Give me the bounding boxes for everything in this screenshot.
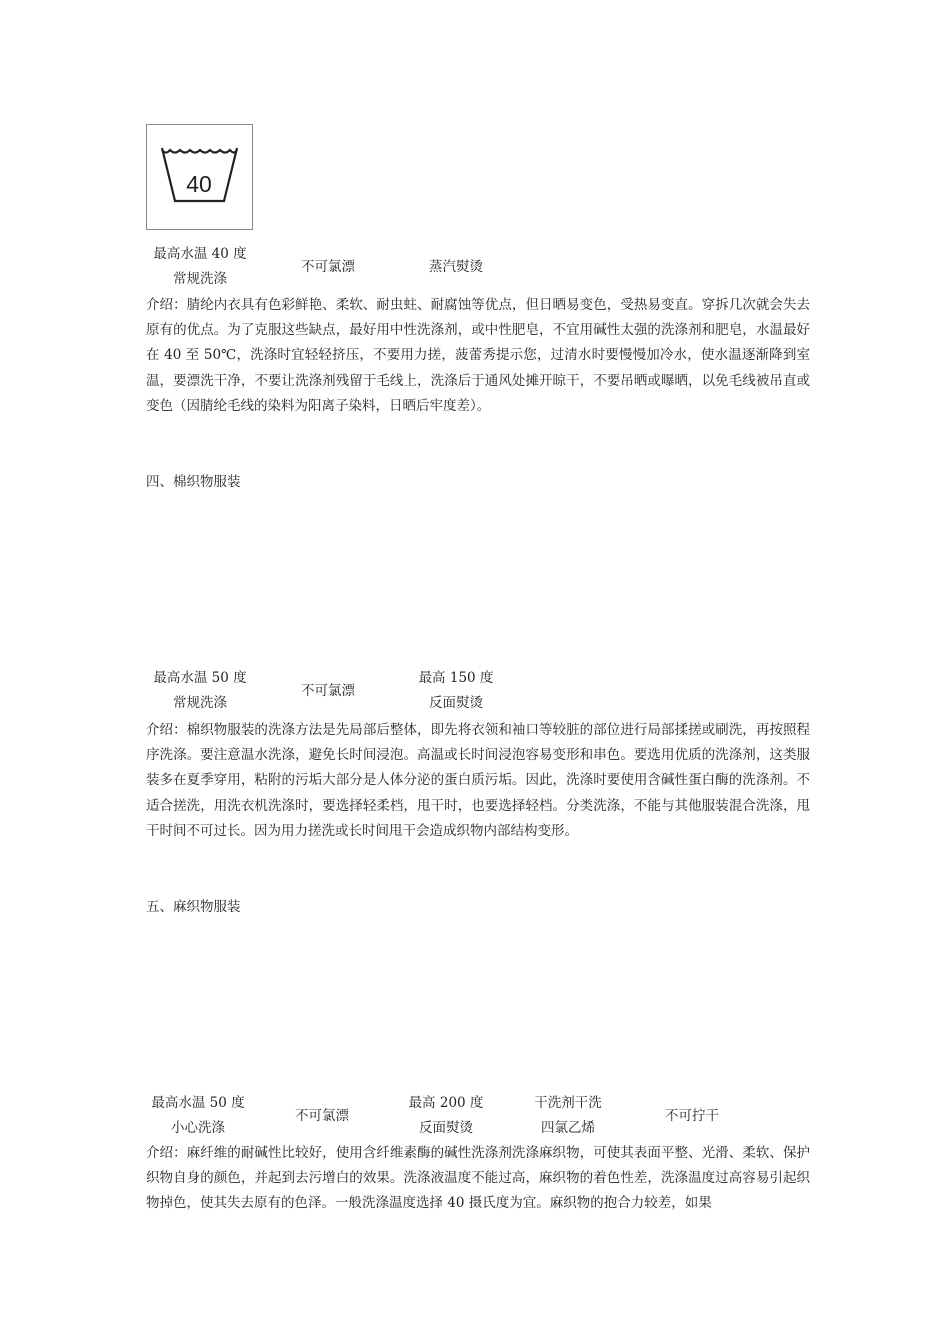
symbol-label-no-bleach: 不可氯漂 [295,1108,349,1124]
section5-heading: 五、麻织物服装 [146,899,241,915]
symbol-label-wash: 最高水温 50 度 常规洗涤 [153,670,247,711]
section4-intro: 介绍：棉织物服装的洗涤方法是先局部后整体，即先将衣领和袖口等较脏的部位进行局部揉搓或刷洗，再按照程序洗涤。要注意温水洗涤，避免长时间浸泡。高温或长时间浸泡容易变形和串色。要选用优质的洗涤剂，这类服装多在夏季穿用，粘附的污垢大部分是人体分泌的蛋白质污垢。因此，洗涤时要使用含碱性蛋白酶的洗涤剂。不适合搓洗，用洗衣机洗涤时，要选择轻柔档，甩干时，也要选择轻档。分类洗涤，不能与其他服装混合洗涤，甩干时间不可过长。因为用力搓洗或长时间甩干会造成织物内部结构变形。 [146,722,810,839]
symbol-label-wash: 最高水温 40 度 常规洗涤 [153,246,247,287]
section4-heading: 四、棉织物服装 [146,474,241,490]
symbol-label-iron: 最高 200 度 反面熨烫 [408,1095,484,1136]
wash-40-icon [146,124,253,230]
section3-intro: 介绍：腈纶内衣具有色彩鲜艳、柔软、耐虫蛀、耐腐蚀等优点，但日晒易变色，受热易变直。穿拆几次就会失去原有的优点。为了克服这些缺点，最好用中性洗涤剂，或中性肥皂，不宜用碱性太强的洗涤剂和肥皂，水温最好在 40 至 50℃，洗涤时宜轻轻挤压，不要用力搓，菠蕾秀提示您，过清水时要慢慢加冷水，使水温逐渐降到室温，要漂洗干净，不要让洗涤剂残留于毛线上，洗涤后于通风处摊开晾干，不要吊晒或曝晒，以免毛线被吊直或变色（因腈纶毛线的染料为阳离子染料，日晒后牢度差）。 [146,297,810,414]
symbol-label-wash: 最高水温 50 度 小心洗涤 [151,1095,245,1136]
symbol-label-no-wring: 不可拧干 [665,1108,719,1124]
symbol-label-no-bleach: 不可氯漂 [301,683,355,699]
wash-temp-number: 40 [186,171,212,197]
symbol-label-dry-clean: 干洗剂干洗 四氯乙烯 [534,1095,602,1136]
symbol-label-steam-iron: 蒸汽熨烫 [429,259,483,275]
symbol-label-iron: 最高 150 度 反面熨烫 [418,670,494,711]
section5-intro: 介绍：麻纤维的耐碱性比较好，使用含纤维素酶的碱性洗涤剂洗涤麻织物，可使其表面平整、光滑、柔软、保护织物自身的颜色，并起到去污增白的效果。洗涤液温度不能过高，麻织物的着色性差，洗涤温度过高容易引起织物掉色，使其失去原有的色泽。一般洗涤温度选择 40 摄氏度为宜。麻织物的抱合力较差，如果 [146,1145,810,1212]
symbol-label-no-bleach: 不可氯漂 [301,259,355,275]
